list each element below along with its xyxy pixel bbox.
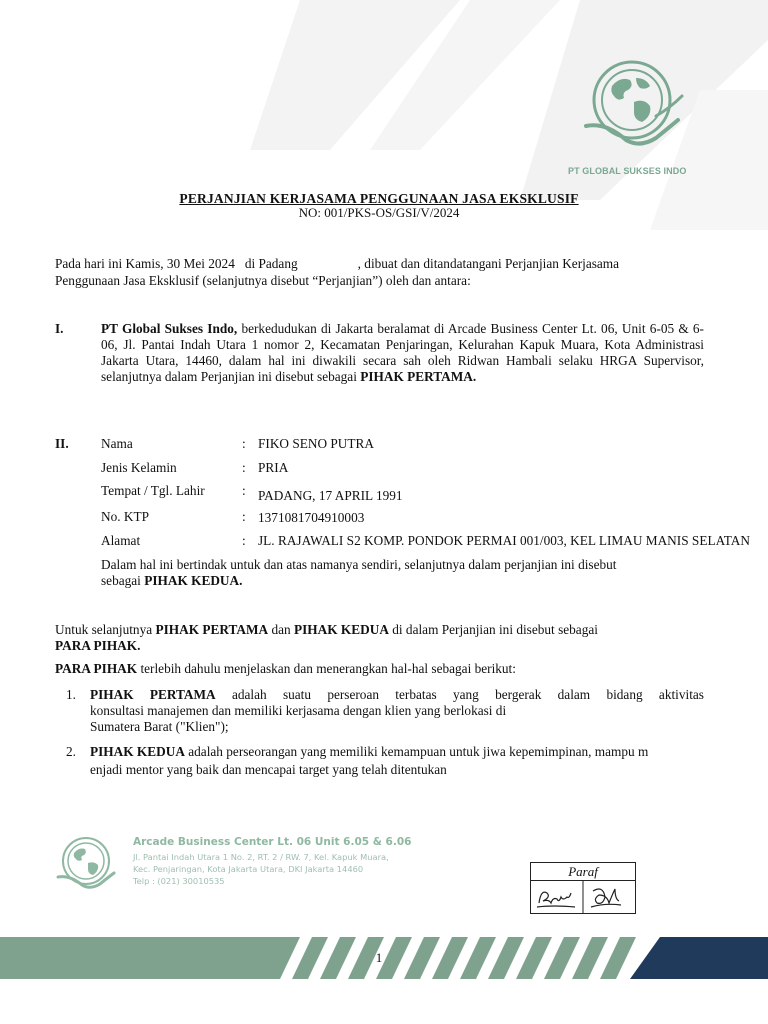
paraf-label: Paraf [531,863,635,881]
list-item-1-line-1: PIHAK PERTAMA adalah suatu perseroan terbatas yang bergerak dalam bidang aktivitas [90,687,704,702]
intro-line-1: Pada hari ini Kamis, 30 Mei 2024 di Padang , dibuat dan ditandatangani Perjanjian Kerjasama [55,256,620,271]
list-item-2-line-2: enjadi mentor yang baik dan mencapai target yang telah ditentukan [90,762,447,777]
party-two-statement-line-1: Dalam hal ini bertindak untuk dan atas namanya sendiri, selanjutnya dalam perjanjian ini disebut [101,557,617,572]
footer-phone: Telp : (021) 30010535 [133,876,225,886]
list-item-1-line-3: Sumatera Barat ("Klien"); [90,719,229,734]
footer-address-title: Arcade Business Center Lt. 06 Unit 6.05 & 6.06 [133,836,412,848]
document-number: NO: 001/PKS-OS/GSI/V/2024 [298,205,460,220]
footer-address-line-2: Kec. Penjaringan, Kota Jakarta Utara, DKI Jakarta 14460 [133,864,364,874]
field-separator: : [242,533,246,548]
field-separator: : [242,509,246,524]
document-title: PERJANJIAN KERJASAMA PENGGUNAAN JASA EKSKLUSIF [179,191,579,206]
field-nama-label: Nama [101,436,133,451]
field-separator: : [242,436,246,451]
party-two-statement-line-2: sebagai PIHAK KEDUA. [101,573,243,588]
intro-line-2: Penggunaan Jasa Eksklusif (selanjutnya disebut “Perjanjian”) oleh dan antara: [55,273,471,288]
field-birth-label: Tempat / Tgl. Lahir [101,483,205,498]
party-two-numeral: II. [55,436,69,451]
list-number-1: 1. [66,687,76,702]
field-ktp-value: 1371081704910003 [258,510,365,525]
footer-logo [54,835,118,895]
list-item-2-line-1: PIHAK KEDUA adalah perseorangan yang memiliki kemampuan untuk jiwa kepemimpinan, mampu m [90,744,649,759]
list-number-2: 2. [66,744,76,759]
initial-signatures [531,881,635,913]
field-separator: : [242,460,246,475]
company-logo [578,56,690,156]
party-one-numeral: I. [55,321,64,336]
field-address-label: Alamat [101,533,141,548]
para-pihak-line-1: Untuk selanjutnya PIHAK PERTAMA dan PIHAK KEDUA di dalam Perjanjian ini disebut sebagai [55,622,598,637]
field-separator: : [242,483,246,498]
footer-address-line-1: Jl. Pantai Indah Utara 1 No. 2, RT. 2 / RW. 7, Kel. Kapuk Muara, [133,852,389,862]
party-one-paragraph: PT Global Sukses Indo, berkedudukan di Jakarta beralamat di Arcade Business Center Lt. 06, Unit 6-05 & 6-06, Jl. Pantai Indah Utara 1 nomor 2, Kecamatan Penjaringan, Kelurahan Kapuk Muara, Kota Administrasi Jakarta Utara, 14460, dalam hal ini diwakili secara sah oleh Ridwan Hambali selaku HRGA Supervisor, selanjutnya dalam Perjanjian ini disebut sebagai PIHAK PERTAMA. [101,321,704,384]
paraf-box [530,862,636,914]
field-gender-value: PRIA [258,460,289,475]
field-birth-value: PADANG, 17 APRIL 1991 [258,488,403,503]
page-number: 1 [375,950,383,965]
field-address-value: JL. RAJAWALI S2 KOMP. PONDOK PERMAI 001/003, KEL LIMAU MANIS SELATAN [258,533,750,548]
list-item-1-line-2: konsultasi manajemen dan memiliki kerjasama dengan klien yang berlokasi di [90,703,507,718]
field-nama-value: FIKO SENO PUTRA [258,436,374,451]
para-pihak-line-2: PARA PIHAK. [55,638,141,653]
explain-line: PARA PIHAK terlebih dahulu menjelaskan dan menerangkan hal-hal sebagai berikut: [55,661,516,676]
field-ktp-label: No. KTP [101,509,150,524]
field-gender-label: Jenis Kelamin [101,460,177,475]
company-name: PT GLOBAL SUKSES INDO [568,166,687,176]
